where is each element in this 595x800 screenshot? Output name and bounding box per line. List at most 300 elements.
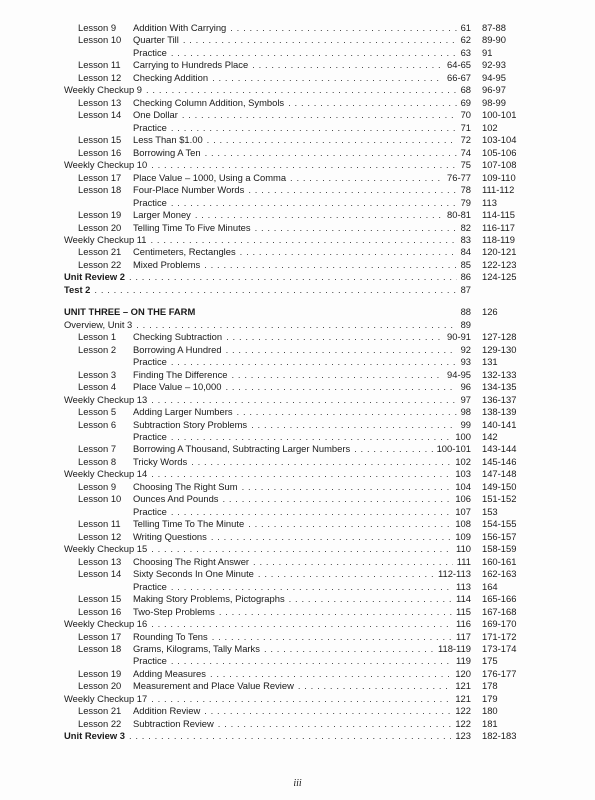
entry-title: Checking Column Addition, Symbols [133, 96, 285, 108]
page-ref: 74 [460, 146, 471, 158]
entry-title: Borrowing A Hundred [133, 343, 222, 355]
entry-title: Grams, Kilograms, Tally Marks [133, 642, 260, 654]
page-ref: 85 [460, 258, 471, 270]
page-ref: 70 [460, 109, 471, 121]
toc-row [0, 468, 595, 480]
toc-row [0, 222, 595, 234]
page-ref: 84 [460, 246, 471, 258]
page-ref: 121 [455, 680, 471, 692]
toc-row [0, 631, 595, 643]
toc-row [0, 419, 595, 431]
entry-title: Four-Place Number Words [133, 184, 245, 196]
toc-row [0, 134, 595, 146]
teacher-guide-ref: 171-172 [482, 630, 517, 642]
lesson-label: Lesson 9 [78, 480, 117, 492]
entry-title: Practice [133, 356, 167, 368]
toc-row [0, 443, 595, 455]
teacher-guide-ref: 109-110 [482, 171, 516, 183]
page-ref: 122 [455, 717, 471, 729]
toc-row [0, 246, 595, 258]
dot-leader [230, 22, 456, 34]
entry-title: Quarter Till [133, 34, 179, 46]
page-ref: 93 [460, 356, 471, 368]
entry-title: Finding The Difference [133, 368, 228, 380]
teacher-guide-ref: 102 [482, 121, 498, 133]
toc-row [0, 593, 595, 605]
dot-leader [354, 443, 432, 455]
toc-row [0, 72, 595, 84]
teacher-guide-ref: 89-90 [482, 34, 506, 46]
page-ref: 62 [460, 34, 471, 46]
teacher-guide-ref: 175 [482, 655, 498, 667]
lesson-label: Lesson 3 [78, 368, 117, 380]
lesson-label: Lesson 1 [78, 331, 117, 343]
lesson-label: Lesson 17 [78, 171, 122, 183]
page-ref: 94-95 [447, 368, 471, 380]
entry-title: Weekly Checkup 17 [64, 692, 148, 704]
dot-leader [204, 705, 451, 717]
dot-leader [258, 568, 434, 580]
dot-leader [232, 369, 444, 381]
page-ref: 114 [456, 593, 471, 605]
toc-row [0, 184, 595, 196]
table-of-contents [0, 22, 595, 743]
entry-title: Checking Subtraction [133, 331, 223, 343]
toc-row [0, 197, 595, 209]
teacher-guide-ref: 96-97 [482, 84, 506, 96]
teacher-guide-ref: 178 [482, 680, 498, 692]
toc-row [0, 406, 595, 418]
page-ref: 61 [460, 22, 471, 33]
page-ref: 100-101 [436, 443, 471, 455]
page-ref: 96 [460, 381, 471, 393]
teacher-guide-ref: 169-170 [482, 618, 517, 630]
teacher-guide-ref: 162-163 [482, 568, 517, 580]
page-ref: 109 [455, 530, 471, 542]
dot-leader [289, 593, 452, 605]
page-ref: 76-77 [447, 171, 471, 183]
teacher-guide-ref: 118-119 [482, 233, 516, 245]
entry-title: Practice [133, 121, 167, 133]
dot-leader [171, 47, 457, 59]
teacher-guide-ref: 100-101 [482, 109, 517, 121]
teacher-guide-ref: 156-157 [482, 530, 517, 542]
entry-title: Carrying to Hundreds Place [133, 59, 249, 71]
toc-row [0, 543, 595, 555]
entry-title: Borrowing A Ten [133, 146, 201, 158]
toc-row [0, 518, 595, 530]
dot-leader [151, 468, 451, 480]
teacher-guide-ref: 94-95 [482, 71, 506, 83]
teacher-guide-ref: 165-166 [482, 593, 517, 605]
page-ref: 115 [456, 605, 471, 617]
entry-title: Mixed Problems [133, 258, 201, 270]
dot-leader [255, 222, 457, 234]
page-ref: 86 [460, 271, 471, 283]
dot-leader [237, 406, 457, 418]
page-ref: 111 [456, 555, 471, 567]
toc-row [0, 122, 595, 134]
toc-row [0, 259, 595, 271]
teacher-guide-ref: 92-93 [482, 59, 506, 71]
teacher-guide-ref: 160-161 [482, 555, 517, 567]
teacher-guide-ref: 91 [482, 46, 493, 58]
lesson-label: Lesson 2 [78, 343, 117, 355]
teacher-guide-ref: 103-104 [482, 134, 517, 146]
dot-leader [212, 72, 443, 84]
page-ref: 88 [460, 306, 471, 318]
dot-leader [240, 246, 457, 258]
dot-leader [226, 344, 457, 356]
dot-leader [191, 456, 451, 468]
teacher-guide-ref: 113 [482, 196, 497, 208]
lesson-label: Lesson 16 [78, 146, 122, 158]
entry-title: Weekly Checkup 16 [64, 618, 148, 630]
page-ref: 83 [460, 233, 471, 245]
entry-title: Weekly Checkup 10 [64, 159, 148, 171]
teacher-guide-ref: 126 [482, 306, 498, 318]
dot-leader [212, 631, 452, 643]
lesson-label: Lesson 15 [78, 134, 122, 146]
toc-row [0, 481, 595, 493]
page-ref: 119 [456, 655, 471, 667]
entry-title: Place Value – 10,000 [133, 381, 222, 393]
teacher-guide-ref: 181 [482, 717, 498, 729]
dot-leader [290, 172, 443, 184]
teacher-guide-ref: 136-137 [482, 393, 517, 405]
entry-title: Practice [133, 46, 167, 58]
dot-leader [171, 356, 457, 368]
lesson-label: Lesson 5 [78, 406, 117, 418]
entry-title: Practice [133, 655, 167, 667]
toc-row [0, 306, 595, 318]
page-ref: 121 [455, 692, 471, 704]
dot-leader [151, 234, 457, 246]
dot-leader [136, 319, 456, 331]
entry-title: Subtraction Review [133, 717, 214, 729]
toc-row [0, 531, 595, 543]
teacher-guide-ref: 124-125 [482, 271, 517, 283]
toc-row [0, 209, 595, 221]
dot-leader [94, 284, 456, 296]
entry-title: Rounding To Tens [133, 630, 208, 642]
toc-row [0, 618, 595, 630]
toc-row [0, 668, 595, 680]
toc-row [0, 643, 595, 655]
dot-leader [171, 197, 457, 209]
lesson-label: Lesson 15 [78, 593, 122, 605]
dot-leader [129, 730, 451, 742]
lesson-label: Lesson 14 [78, 109, 122, 121]
dot-leader [204, 259, 456, 271]
toc-row [0, 284, 595, 296]
teacher-guide-ref: 167-168 [482, 605, 517, 617]
page-ref: 99 [460, 418, 471, 430]
entry-title: Measurement and Place Value Review [133, 680, 294, 692]
teacher-guide-ref: 122-123 [482, 258, 517, 270]
dot-leader [210, 668, 451, 680]
dot-leader [151, 618, 452, 630]
page-ref: 117 [456, 630, 471, 642]
page-ref: 103 [455, 468, 471, 480]
unit-heading: UNIT THREE – ON THE FARM [64, 306, 196, 318]
dot-leader [253, 556, 453, 568]
toc-row [0, 705, 595, 717]
entry-title: Practice [133, 196, 167, 208]
toc-row [0, 506, 595, 518]
teacher-guide-ref: 182-183 [482, 730, 517, 742]
toc-row [0, 84, 595, 96]
dot-leader [151, 543, 452, 555]
entry-title: Weekly Checkup 9 [64, 84, 142, 96]
toc-row [0, 730, 595, 742]
lesson-label: Lesson 12 [78, 530, 122, 542]
entry-title: Larger Money [133, 209, 191, 221]
page-ref: 92 [460, 343, 471, 355]
dot-leader [298, 680, 451, 692]
dot-leader [264, 643, 434, 655]
lesson-label: Lesson 7 [78, 443, 117, 455]
toc-row [0, 147, 595, 159]
entry-title: Test 2 [64, 283, 91, 295]
dot-leader [225, 381, 456, 393]
teacher-guide-ref: 116-117 [482, 221, 516, 233]
toc-row [0, 456, 595, 468]
teacher-guide-ref: 129-130 [482, 343, 517, 355]
teacher-guide-ref: 154-155 [482, 518, 517, 530]
lesson-label: Lesson 11 [78, 59, 121, 71]
lesson-label: Lesson 19 [78, 209, 122, 221]
teacher-guide-ref: 149-150 [482, 480, 517, 492]
page-number: iii [293, 778, 302, 789]
toc-row [0, 47, 595, 59]
toc-row [0, 655, 595, 667]
entry-title: Addition With Carrying [133, 22, 227, 33]
lesson-label: Lesson 10 [78, 493, 122, 505]
page-ref: 112-113 [437, 568, 471, 580]
dot-leader [151, 159, 456, 171]
page-ref: 72 [460, 134, 471, 146]
teacher-guide-ref: 114-115 [482, 209, 516, 221]
page-ref: 108 [455, 518, 471, 530]
teacher-guide-ref: 140-141 [482, 418, 517, 430]
entry-title: Sixty Seconds In One Minute [133, 568, 254, 580]
toc-row [0, 369, 595, 381]
page-ref: 71 [460, 121, 471, 133]
page-ref: 63 [460, 46, 471, 58]
lesson-label: Lesson 10 [78, 34, 122, 46]
dot-leader [129, 271, 457, 283]
entry-title: Practice [133, 431, 167, 442]
teacher-guide-ref: 179 [482, 692, 498, 704]
entry-title: Unit Review 3 [64, 730, 125, 742]
toc-row [0, 109, 595, 121]
toc-row [0, 331, 595, 343]
lesson-label: Lesson 13 [78, 555, 122, 567]
toc-row [0, 172, 595, 184]
page-ref: 80-81 [447, 209, 471, 221]
toc-row [0, 319, 595, 331]
teacher-guide-ref: 142 [482, 431, 498, 442]
entry-title: Weekly Checkup 15 [64, 543, 148, 555]
page-ref: 110 [456, 543, 471, 555]
dot-leader [226, 331, 443, 343]
entry-title: Practice [133, 505, 167, 517]
teacher-guide-ref: 127-128 [482, 331, 517, 343]
page-ref: 89 [460, 318, 471, 330]
entry-title: Telling Time To The Minute [133, 518, 245, 530]
toc-row [0, 394, 595, 406]
lesson-label: Lesson 22 [78, 258, 122, 270]
dot-leader [171, 122, 457, 134]
page-ref: 90-91 [447, 331, 471, 343]
toc-row [0, 581, 595, 593]
dot-leader [171, 431, 451, 443]
lesson-label: Lesson 13 [78, 96, 122, 108]
dot-leader [207, 134, 457, 146]
teacher-guide-ref: 180 [482, 705, 498, 717]
dot-leader [183, 34, 457, 46]
page-ref: 64-65 [447, 59, 471, 71]
page-ref: 100 [455, 431, 471, 442]
lesson-label: Lesson 12 [78, 71, 122, 83]
page-ref: 102 [455, 455, 471, 467]
dot-leader [195, 209, 443, 221]
entry-title: Weekly Checkup 14 [64, 468, 148, 480]
teacher-guide-ref: 132-133 [482, 368, 517, 380]
entry-title: Adding Larger Numbers [133, 406, 233, 418]
teacher-guide-ref: 138-139 [482, 406, 517, 418]
toc-row [0, 234, 595, 246]
lesson-label: Lesson 21 [78, 246, 122, 258]
teacher-guide-ref: 87-88 [482, 22, 506, 33]
entry-title: Two-Step Problems [133, 605, 215, 617]
dot-leader [252, 59, 443, 71]
toc-row [0, 159, 595, 171]
toc-row [0, 606, 595, 618]
page-ref: 116 [456, 618, 471, 630]
toc-row [0, 693, 595, 705]
entry-title: Ounces And Pounds [133, 493, 219, 505]
page-ref: 104 [455, 480, 471, 492]
entry-title: Weekly Checkup 11 [64, 233, 147, 245]
entry-title: Addition Review [133, 705, 201, 717]
lesson-label: Lesson 16 [78, 605, 122, 617]
page-ref: 123 [455, 730, 471, 742]
dot-leader [151, 693, 451, 705]
lesson-label: Lesson 19 [78, 667, 122, 679]
dot-leader [171, 506, 451, 518]
teacher-guide-ref: 176-177 [482, 667, 517, 679]
entry-title: Checking Addition [133, 71, 209, 83]
page-ref: 68 [460, 84, 471, 96]
dot-leader [151, 394, 456, 406]
toc-row [0, 271, 595, 283]
dot-leader [242, 481, 452, 493]
lesson-label: Lesson 18 [78, 184, 122, 196]
lesson-label: Lesson 4 [78, 381, 117, 393]
page-ref: 82 [460, 221, 471, 233]
toc-row [0, 431, 595, 443]
page-ref: 69 [460, 96, 471, 108]
dot-leader [211, 531, 452, 543]
entry-title: Place Value – 1000, Using a Comma [133, 171, 287, 183]
teacher-guide-ref: 105-106 [482, 146, 517, 158]
teacher-guide-ref: 153 [482, 505, 498, 517]
entry-title: Borrowing A Thousand, Subtracting Larger Numbers [133, 443, 351, 455]
toc-row [0, 718, 595, 730]
dot-leader [218, 718, 452, 730]
teacher-guide-ref: 107-108 [482, 159, 517, 171]
entry-title: Tricky Words [133, 455, 188, 467]
toc-row [0, 97, 595, 109]
entry-title: Subtraction Story Problems [133, 418, 248, 430]
lesson-label: Lesson 20 [78, 680, 122, 692]
entry-title: Centimeters, Rectangles [133, 246, 236, 258]
entry-title: Adding Measures [133, 667, 206, 679]
entry-title: Unit Review 2 [64, 271, 125, 283]
dot-leader [288, 97, 456, 109]
page-ref: 118-119 [437, 642, 471, 654]
dot-leader [205, 147, 457, 159]
page-ref: 78 [460, 184, 471, 196]
toc-row [0, 381, 595, 393]
entry-title: One Dollar [133, 109, 178, 121]
entry-title: Less Than $1.00 [133, 134, 203, 146]
teacher-guide-ref: 151-152 [482, 493, 517, 505]
entry-title: Telling Time To Five Minutes [133, 221, 251, 233]
entry-title: Practice [133, 580, 167, 592]
teacher-guide-ref: 143-144 [482, 443, 517, 455]
entry-title: Weekly Checkup 13 [64, 393, 148, 405]
dot-leader [146, 84, 457, 96]
lesson-label: Lesson 22 [78, 717, 122, 729]
page-ref: 75 [460, 159, 471, 171]
dot-leader [248, 518, 451, 530]
toc-row [0, 356, 595, 368]
dot-leader [248, 184, 456, 196]
lesson-label: Lesson 6 [78, 418, 117, 430]
page-ref: 120 [455, 667, 471, 679]
page-ref: 113 [456, 580, 471, 592]
teacher-guide-ref: 173-174 [482, 642, 517, 654]
lesson-label: Lesson 21 [78, 705, 122, 717]
toc-row [0, 568, 595, 580]
entry-title: Choosing The Right Answer [133, 555, 250, 567]
toc-row [0, 22, 595, 34]
lesson-label: Lesson 18 [78, 642, 122, 654]
teacher-guide-ref: 164 [482, 580, 498, 592]
toc-row [0, 34, 595, 46]
lesson-label: Lesson 17 [78, 630, 122, 642]
toc-row [0, 680, 595, 692]
dot-leader [182, 109, 457, 121]
dot-leader [171, 655, 452, 667]
entry-title: Making Story Problems, Pictographs [133, 593, 285, 605]
lesson-label: Lesson 14 [78, 568, 122, 580]
toc-row [0, 59, 595, 71]
page-ref: 106 [455, 493, 471, 505]
teacher-guide-ref: 131 [482, 356, 498, 368]
entry-title: Writing Questions [133, 530, 207, 542]
teacher-guide-ref: 145-146 [482, 455, 517, 467]
lesson-label: Lesson 11 [78, 518, 121, 530]
page-ref: 87 [460, 283, 471, 295]
dot-leader [219, 606, 452, 618]
page-ref: 122 [455, 705, 471, 717]
page-ref: 98 [460, 406, 471, 418]
entry-title: Choosing The Right Sum [133, 480, 238, 492]
